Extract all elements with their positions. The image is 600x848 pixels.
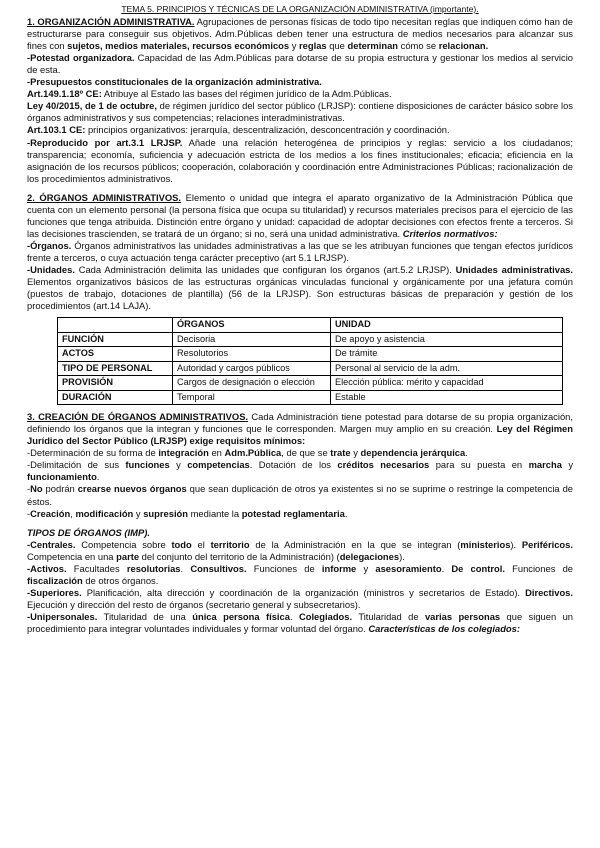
section-2 [27, 192, 573, 405]
requirement-item: -Determinación de su forma de integración en Adm.Pública, de que se trate y dependencia jerárquica. [27, 447, 468, 459]
section-1-intro: 1. ORGANIZACIÓN ADMINISTRATIVA. Agrupaciones de personas físicas de todo tipo necesitan reglas que indiquen cómo han de estructurarse para conseguir sus objetivos. Adm.Públicas deben tener una estructura de medios necesarios para alcanzar sus fines con sujetos, medios materiales, recursos económicos y reglas que determinan cómo se relacionan. [27, 16, 573, 52]
table-cell: Personal al servicio de la adm. [331, 361, 563, 376]
table-cell: Elección pública: mérito y capacidad [331, 376, 563, 391]
potestad-paragraph: -Potestad organizadora. Capacidad de las Adm.Públicas para dotarse de su propia estructura y gestionar los medios al servicio de esta. [27, 52, 573, 76]
tipo-item: -Superiores. Planificación, alta dirección y coordinación de la organización (ministros y secretarios de Estado). Directivos. Ejecución y dirección del resto de órganos (secretario general y subsecretarios). [27, 586, 573, 610]
table-header-cell: UNIDAD [331, 318, 563, 333]
reproducido-paragraph: -Reproducido por art.3.1 LRJSP. Añade una relación heterogénea de principios y reglas: servicio a los ciudadanos; transparencia; economía, suficiencia y adecuación estricta de los medios a los fines institucionales; eficacia; eficiencia en la asignación de los recursos públicos; cooperación, colaboración y coordinación entre Administraciones Públicas; racionalización de los procedimientos administrativos. [27, 136, 573, 184]
table-row-header: TIPO DE PERSONAL [58, 361, 173, 376]
section-2-heading: 2. ÓRGANOS ADMINISTRATIVOS. [27, 191, 182, 203]
section-1-heading: 1. ORGANIZACIÓN ADMINISTRATIVA. [27, 16, 195, 28]
unidades-paragraph: -Unidades. Cada Administración delimita las unidades que configuran los órganos (art.5.2 LRJSP). Unidades administrativas. Elementos organizativos básicos de las estructuras orgánicas vinculadas funcional y orgánicamente por una jefatura común (puestos de trabajo, dotaciones de plantilla) (56 de la LRJSP). Son estructuras básicas de preparación y gestión de los procedimientos (art.14 LAJA). [27, 263, 573, 312]
tipo-item: -Activos. Facultades resolutorias. Consultivos. Funciones de informe y asesoramiento. De control. Funciones de fiscalización de otros órganos. [27, 562, 574, 586]
table-row [58, 376, 563, 391]
comparison-table [57, 317, 563, 405]
table-header-cell [58, 318, 173, 333]
tipo-item: -Unipersonales. Titularidad de una única persona física. Colegiados. Titularidad de varias personas que siguen un procedimiento para integrar voluntades individuales y formar voluntad del órgano. Características de los colegiados: [27, 610, 574, 634]
section-3-intro: 3. CREACIÓN DE ÓRGANOS ADMINISTRATIVOS. Cada Administración tiene potestad para dotarse de su propia organización, definiendo los órganos que la integran y funciones que le corresponden. Margen muy amplio en su creación. Ley del Régimen Jurídico del Sector Público (LRJSP) exige requisitos mínimos: [27, 411, 573, 447]
requirement-item: -Delimitación de sus funciones y competencias. Dotación de los créditos necesarios para su puesta en marcha y funcionamiento. [27, 459, 574, 483]
table-cell: Estable [331, 390, 563, 405]
table-cell: Decisoria [173, 332, 331, 347]
table-cell: Cargos de designación o elección [173, 376, 331, 391]
requirement-item: -Creación, modificación y supresión mediante la potestad reglamentaria. [27, 507, 348, 519]
table-row-header: ACTOS [58, 347, 173, 362]
tipos-heading: TIPOS DE ÓRGANOS (IMP). [27, 526, 150, 538]
requirement-item: -No podrán crearse nuevos órganos que sean duplicación de otros ya existentes si no se suprime o restringe la competencia de éstos. [27, 483, 573, 507]
art149-paragraph: Art.149.1.18º CE: Atribuye al Estado las bases del régimen jurídico de la Adm.Públicas. [27, 88, 392, 100]
table-header-cell: ÓRGANOS [173, 318, 331, 333]
table-row-header: FUNCIÓN [58, 332, 173, 347]
table-cell: De apoyo y asistencia [331, 332, 563, 347]
art103-paragraph: Art.103.1 CE: principios organizativos: jerarquía, descentralización, desconcentración y coordinación. [27, 124, 450, 136]
table-row [58, 332, 563, 347]
table-cell: De trámite [331, 347, 563, 362]
section-3-heading: 3. CREACIÓN DE ÓRGANOS ADMINISTRATIVOS. [27, 411, 249, 423]
presupuestos-heading: -Presupuestos constitucionales de la organización administrativa. [27, 76, 322, 88]
page-title: TEMA 5. PRINCIPIOS Y TÉCNICAS DE LA ORGANIZACIÓN ADMINISTRATIVA (importante). [121, 4, 479, 14]
table-row [58, 390, 563, 405]
organos-paragraph: -Órganos. Órganos administrativos las unidades administrativas a las que se les atribuyan funciones que tengan efectos jurídicos frente a terceros, o cuya actuación tenga carácter preceptivo (art 5.1 LRJSP). [27, 239, 573, 263]
section-2-intro: 2. ÓRGANOS ADMINISTRATIVOS. Elemento o unidad que integra el aparato organizativo de la Administración Pública que cuenta con un elemento personal (la persona física que ocupa su titularidad) y recursos materiales precisos para el ejercicio de las funciones que tenga atribuida. Distinción entre órgano y unidad: capacidad de adoptar decisiones con efectos frente a terceros. Si las decisiones trascienden, se tratará de un órgano; si no, será una unidad administrativa. Criterios normativos: [27, 191, 573, 239]
table-cell: Temporal [173, 390, 331, 405]
table-row-header: DURACIÓN [58, 390, 173, 405]
table-cell: Autoridad y cargos públicos [173, 361, 331, 376]
table-row [58, 361, 563, 376]
table-header-row [58, 318, 563, 333]
tipo-item: -Centrales. Competencia sobre todo el territorio de la Administración en la que se integran (ministerios). Periféricos. Competencia en una parte del conjunto del territorio de la Administración) (delegaciones). [27, 538, 573, 562]
section-1 [27, 16, 573, 185]
table-cell: Resolutorios [173, 347, 331, 362]
table-row-header: PROVISIÓN [58, 376, 173, 391]
table-row [58, 347, 563, 362]
section-3 [27, 411, 573, 635]
ley40-paragraph: Ley 40/2015, de 1 de octubre, de régimen jurídico del sector público (LRJSP): contiene disposiciones de carácter básico sobre los órganos administrativos y sus competencias; relaciones interadministrativas. [27, 100, 573, 124]
